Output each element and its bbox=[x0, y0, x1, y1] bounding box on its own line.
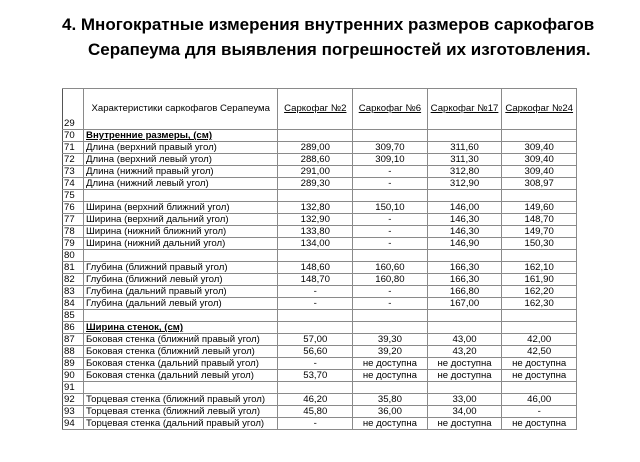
row-label: Торцевая стенка (ближний правый угол) bbox=[84, 394, 278, 406]
cell-value: не доступна bbox=[502, 370, 577, 382]
cell-value bbox=[278, 130, 353, 142]
row-label: Глубина (дальний правый угол) bbox=[84, 286, 278, 298]
cell-value bbox=[353, 382, 428, 394]
cell-value: 146,30 bbox=[427, 214, 502, 226]
cell-value: 45,80 bbox=[278, 406, 353, 418]
header-sarcophagus-17: Саркофаг №17 bbox=[427, 89, 502, 130]
cell-value: - bbox=[353, 298, 428, 310]
row-label bbox=[84, 250, 278, 262]
table-row bbox=[63, 334, 577, 346]
table-row bbox=[63, 262, 577, 274]
table-row bbox=[63, 154, 577, 166]
cell-value: - bbox=[353, 214, 428, 226]
cell-value bbox=[502, 382, 577, 394]
cell-value: 132,90 bbox=[278, 214, 353, 226]
table-row bbox=[63, 322, 577, 334]
row-number: 86 bbox=[63, 322, 84, 334]
cell-value: 134,00 bbox=[278, 238, 353, 250]
cell-value: 53,70 bbox=[278, 370, 353, 382]
cell-value: не доступна bbox=[353, 358, 428, 370]
cell-value: 150,10 bbox=[353, 202, 428, 214]
cell-value: - bbox=[502, 406, 577, 418]
cell-value: 162,10 bbox=[502, 262, 577, 274]
cell-value: 146,30 bbox=[427, 226, 502, 238]
cell-value: 167,00 bbox=[427, 298, 502, 310]
cell-value: 309,40 bbox=[502, 154, 577, 166]
measurements-table bbox=[62, 88, 577, 430]
row-label: Глубина (ближний правый угол) bbox=[84, 262, 278, 274]
table-row bbox=[63, 346, 577, 358]
cell-value: 288,60 bbox=[278, 154, 353, 166]
row-number: 85 bbox=[63, 310, 84, 322]
cell-value: 160,80 bbox=[353, 274, 428, 286]
row-number: 78 bbox=[63, 226, 84, 238]
cell-value: 43,20 bbox=[427, 346, 502, 358]
cell-value bbox=[278, 322, 353, 334]
table-row bbox=[63, 286, 577, 298]
cell-value: 309,40 bbox=[502, 166, 577, 178]
table-row bbox=[63, 226, 577, 238]
cell-value: 42,50 bbox=[502, 346, 577, 358]
title-line-1: 4. Многократные измерения внутренних размеров саркофагов bbox=[62, 15, 595, 34]
table-row bbox=[63, 238, 577, 250]
cell-value: 46,00 bbox=[502, 394, 577, 406]
cell-value: не доступна bbox=[427, 370, 502, 382]
cell-value bbox=[353, 310, 428, 322]
cell-value: - bbox=[353, 286, 428, 298]
row-number: 81 bbox=[63, 262, 84, 274]
row-label: Длина (верхний левый угол) bbox=[84, 154, 278, 166]
cell-value: - bbox=[353, 226, 428, 238]
cell-value: 146,90 bbox=[427, 238, 502, 250]
cell-value: 311,30 bbox=[427, 154, 502, 166]
row-label bbox=[84, 310, 278, 322]
table-row bbox=[63, 214, 577, 226]
table-row bbox=[63, 394, 577, 406]
row-label: Боковая стенка (ближний левый угол) bbox=[84, 346, 278, 358]
cell-value: 162,20 bbox=[502, 286, 577, 298]
cell-value bbox=[353, 250, 428, 262]
row-number: 74 bbox=[63, 178, 84, 190]
cell-value bbox=[502, 190, 577, 202]
row-number: 75 bbox=[63, 190, 84, 202]
cell-value bbox=[427, 310, 502, 322]
cell-value: 289,30 bbox=[278, 178, 353, 190]
cell-value bbox=[353, 190, 428, 202]
cell-value: 57,00 bbox=[278, 334, 353, 346]
row-number: 77 bbox=[63, 214, 84, 226]
header-sarcophagus-6: Саркофаг №6 bbox=[353, 89, 428, 130]
cell-value: - bbox=[353, 238, 428, 250]
row-label: Торцевая стенка (дальний правый угол) bbox=[84, 418, 278, 430]
row-label: Внутренние размеры, (см) bbox=[84, 130, 278, 142]
cell-value bbox=[427, 190, 502, 202]
table-row bbox=[63, 406, 577, 418]
cell-value bbox=[427, 322, 502, 334]
row-number: 84 bbox=[63, 298, 84, 310]
cell-value: 36,00 bbox=[353, 406, 428, 418]
row-label: Ширина (нижний дальний угол) bbox=[84, 238, 278, 250]
cell-value: 150,30 bbox=[502, 238, 577, 250]
cell-value: 309,70 bbox=[353, 142, 428, 154]
row-label: Боковая стенка (дальний левый угол) bbox=[84, 370, 278, 382]
cell-value: 308,97 bbox=[502, 178, 577, 190]
cell-value: 162,30 bbox=[502, 298, 577, 310]
cell-value: 160,60 bbox=[353, 262, 428, 274]
table-row bbox=[63, 418, 577, 430]
row-number: 90 bbox=[63, 370, 84, 382]
cell-value: 309,10 bbox=[353, 154, 428, 166]
row-number: 72 bbox=[63, 154, 84, 166]
cell-value: 312,90 bbox=[427, 178, 502, 190]
table-row bbox=[63, 382, 577, 394]
table-header-row bbox=[63, 89, 577, 130]
cell-value: - bbox=[278, 298, 353, 310]
cell-value: 39,20 bbox=[353, 346, 428, 358]
row-number: 91 bbox=[63, 382, 84, 394]
row-number: 73 bbox=[63, 166, 84, 178]
cell-value bbox=[278, 310, 353, 322]
cell-value: не доступна bbox=[427, 418, 502, 430]
table-row bbox=[63, 310, 577, 322]
table-row bbox=[63, 190, 577, 202]
cell-value: 289,00 bbox=[278, 142, 353, 154]
cell-value: - bbox=[353, 178, 428, 190]
cell-value bbox=[502, 250, 577, 262]
row-label: Длина (нижний левый угол) bbox=[84, 178, 278, 190]
row-number: 93 bbox=[63, 406, 84, 418]
cell-value: 42,00 bbox=[502, 334, 577, 346]
cell-value: 34,00 bbox=[427, 406, 502, 418]
cell-value: 35,80 bbox=[353, 394, 428, 406]
cell-value bbox=[278, 250, 353, 262]
row-label: Торцевая стенка (ближний левый угол) bbox=[84, 406, 278, 418]
table-row bbox=[63, 250, 577, 262]
row-number: 80 bbox=[63, 250, 84, 262]
cell-value bbox=[427, 130, 502, 142]
spreadsheet bbox=[62, 88, 577, 430]
cell-value: 148,60 bbox=[278, 262, 353, 274]
cell-value: 133,80 bbox=[278, 226, 353, 238]
table-row bbox=[63, 202, 577, 214]
row-label: Длина (нижний правый угол) bbox=[84, 166, 278, 178]
row-number: 71 bbox=[63, 142, 84, 154]
table-row bbox=[63, 142, 577, 154]
row-label: Ширина стенок, (см) bbox=[84, 322, 278, 334]
table-row bbox=[63, 358, 577, 370]
header-characteristic: Характеристики саркофагов Серапеума bbox=[84, 89, 278, 130]
row-number: 88 bbox=[63, 346, 84, 358]
cell-value bbox=[353, 322, 428, 334]
cell-value: 43,00 bbox=[427, 334, 502, 346]
title-line-2: Серапеума для выявления погрешностей их изготовления. bbox=[88, 40, 591, 59]
cell-value: 291,00 bbox=[278, 166, 353, 178]
row-number: 89 bbox=[63, 358, 84, 370]
row-label: Глубина (ближний левый угол) bbox=[84, 274, 278, 286]
cell-value: - bbox=[278, 358, 353, 370]
cell-value: 312,80 bbox=[427, 166, 502, 178]
cell-value: не доступна bbox=[502, 358, 577, 370]
cell-value: 166,30 bbox=[427, 262, 502, 274]
cell-value bbox=[502, 130, 577, 142]
table-row bbox=[63, 130, 577, 142]
cell-value: не доступна bbox=[427, 358, 502, 370]
cell-value bbox=[427, 382, 502, 394]
table-row bbox=[63, 274, 577, 286]
row-label: Длина (верхний правый угол) bbox=[84, 142, 278, 154]
cell-value: 149,60 bbox=[502, 202, 577, 214]
cell-value: 132,80 bbox=[278, 202, 353, 214]
row-number: 70 bbox=[63, 130, 84, 142]
table-row bbox=[63, 370, 577, 382]
cell-value: не доступна bbox=[502, 418, 577, 430]
cell-value: 146,00 bbox=[427, 202, 502, 214]
row-number: 94 bbox=[63, 418, 84, 430]
cell-value: 46,20 bbox=[278, 394, 353, 406]
row-label: Боковая стенка (дальний правый угол) bbox=[84, 358, 278, 370]
cell-value: не доступна bbox=[353, 418, 428, 430]
cell-value bbox=[502, 322, 577, 334]
cell-value: не доступна bbox=[353, 370, 428, 382]
cell-value bbox=[278, 382, 353, 394]
cell-value: 39,30 bbox=[353, 334, 428, 346]
cell-value: 148,70 bbox=[278, 274, 353, 286]
cell-value: 309,40 bbox=[502, 142, 577, 154]
cell-value: 33,00 bbox=[427, 394, 502, 406]
cell-value bbox=[353, 130, 428, 142]
table-row bbox=[63, 298, 577, 310]
row-label bbox=[84, 382, 278, 394]
row-number: 76 bbox=[63, 202, 84, 214]
cell-value bbox=[502, 310, 577, 322]
row-number: 82 bbox=[63, 274, 84, 286]
row-number: 83 bbox=[63, 286, 84, 298]
cell-value: 148,70 bbox=[502, 214, 577, 226]
cell-value: - bbox=[353, 166, 428, 178]
cell-value: 166,30 bbox=[427, 274, 502, 286]
row-label: Глубина (дальний левый угол) bbox=[84, 298, 278, 310]
row-label: Ширина (нижний ближний угол) bbox=[84, 226, 278, 238]
row-label: Боковая стенка (ближний правый угол) bbox=[84, 334, 278, 346]
cell-value: 56,60 bbox=[278, 346, 353, 358]
cell-value bbox=[427, 250, 502, 262]
cell-value: 149,70 bbox=[502, 226, 577, 238]
cell-value bbox=[278, 190, 353, 202]
row-label: Ширина (верхний ближний угол) bbox=[84, 202, 278, 214]
row-label: Ширина (верхний дальний угол) bbox=[84, 214, 278, 226]
row-number: 79 bbox=[63, 238, 84, 250]
table-row bbox=[63, 178, 577, 190]
row-number: 87 bbox=[63, 334, 84, 346]
row-number: 92 bbox=[63, 394, 84, 406]
row-label bbox=[84, 190, 278, 202]
header-sarcophagus-2: Саркофаг №2 bbox=[278, 89, 353, 130]
cell-value: - bbox=[278, 418, 353, 430]
table-row bbox=[63, 166, 577, 178]
cell-value: 311,60 bbox=[427, 142, 502, 154]
cell-value: 161,90 bbox=[502, 274, 577, 286]
cell-value: - bbox=[278, 286, 353, 298]
row-number: 29 bbox=[63, 89, 84, 130]
header-sarcophagus-24: Саркофаг №24 bbox=[502, 89, 577, 130]
cell-value: 166,80 bbox=[427, 286, 502, 298]
